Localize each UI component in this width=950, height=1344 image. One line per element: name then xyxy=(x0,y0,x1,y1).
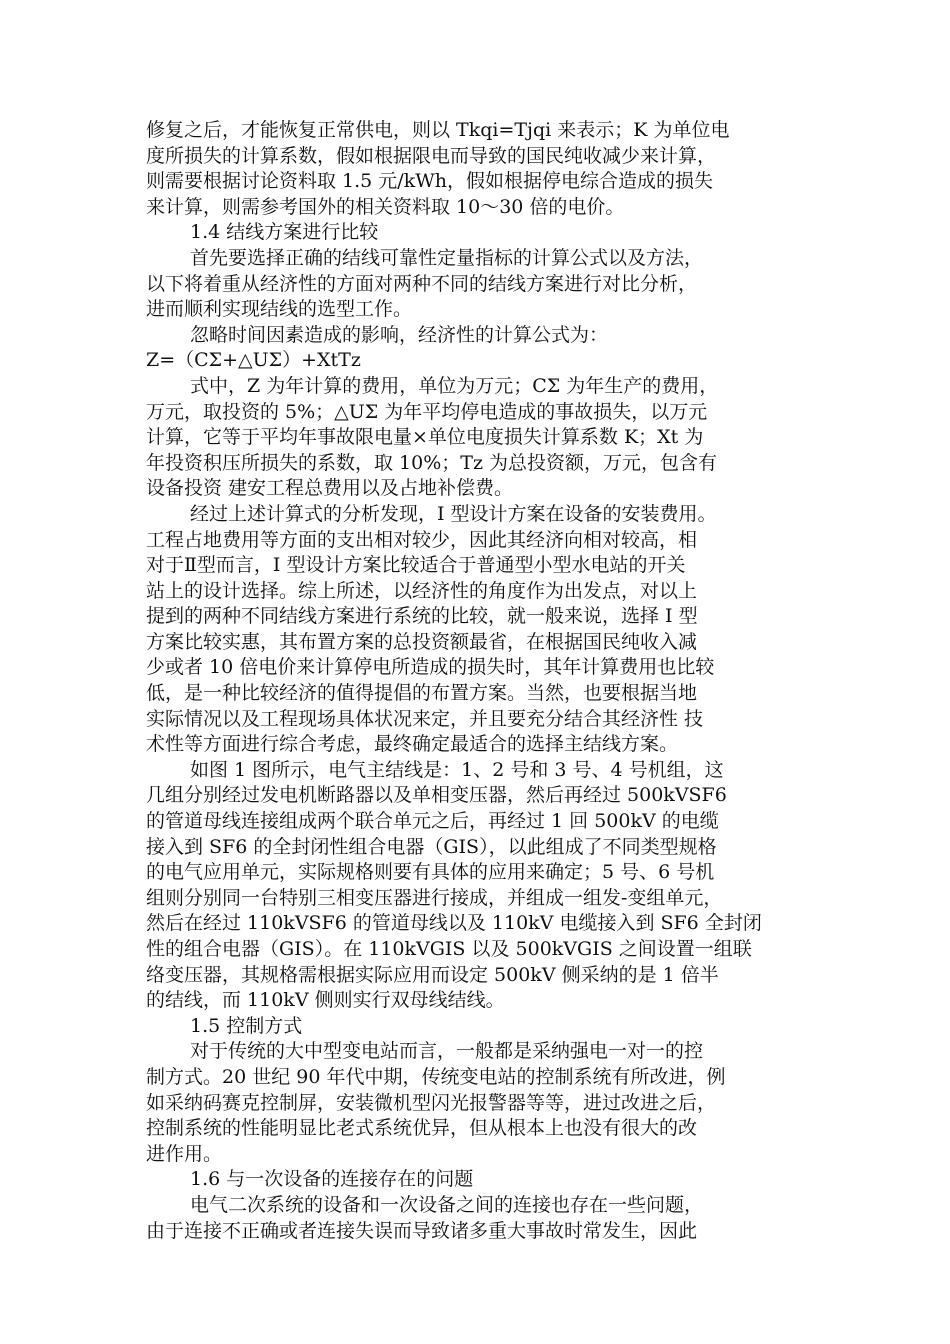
text-line: 控制系统的性能明显比老式系统优异，但从根本上也没有很大的改 xyxy=(146,1117,698,1140)
text-line: 制方式。20 世纪 90 年代中期，传统变电站的控制系统有所改进，例 xyxy=(146,1065,726,1088)
text-line: 万元，取投资的 5%；△UΣ 为年平均停电造成的事故损失，以万元 xyxy=(146,400,708,423)
text-line: 然后在经过 110kVSF6 的管道母线以及 110kV 电缆接入到 SF6 全封闭 xyxy=(146,912,762,935)
document-page xyxy=(146,118,810,1244)
text-line: 对于传统的大中型变电站而言，一般都是采纳强电一对一的控 xyxy=(190,1040,704,1063)
text-line: 经过上述计算式的分析发现，I 型设计方案在设备的安装费用。 xyxy=(190,502,717,525)
section-heading: 1.4 结线方案进行比较 xyxy=(190,221,379,244)
text-line: 式中，Z 为年计算的费用，单位为万元；CΣ 为年生产的费用， xyxy=(190,374,719,397)
text-line: 计算，它等于平均年事故限电量×单位电度损失计算系数 K；Xt 为 xyxy=(146,426,704,449)
text-line: 方案比较实惠，其布置方案的总投资额最省，在根据国民纯收入减 xyxy=(146,630,698,653)
text-line: 首先要选择正确的结线可靠性定量指标的计算公式以及方法， xyxy=(190,246,704,269)
text-line: 组则分别同一台特别三相变压器进行接成，并组成一组发-变组单元， xyxy=(146,886,723,909)
text-line: 的管道母线连接组成两个联合单元之后，再经过 1 回 500kV 的电缆 xyxy=(146,810,719,833)
section-heading: 1.5 控制方式 xyxy=(190,1014,303,1037)
section-heading: 1.6 与一次设备的连接存在的问题 xyxy=(190,1168,474,1191)
text-line: 低，是一种比较经济的值得提倡的布置方案。当然，也要根据当地 xyxy=(146,682,698,705)
text-line: 接入到 SF6 的全封闭性组合电器（GIS），以此组成了不同类型规格 xyxy=(146,835,717,858)
text-line: 工程占地费用等方面的支出相对较少，因此其经济向相对较高，相 xyxy=(146,528,698,551)
text-line: 提到的两种不同结线方案进行系统的比较，就一般来说，选择 I 型 xyxy=(146,605,698,628)
text-line: 的电气应用单元，实际规格则要有具体的应用来确定；5 号、6 号机 xyxy=(146,861,715,884)
formula-line: Z=（CΣ+△UΣ）+XtTz xyxy=(146,349,361,372)
text-line: 络变压器，其规格需根据实际应用而设定 500kV 侧采纳的是 1 倍半 xyxy=(146,963,719,986)
text-line: 度所损失的计算系数，假如根据限电而导致的国民纯收减少来计算， xyxy=(146,144,717,167)
text-line: 站上的设计选择。综上所述，以经济性的角度作为出发点，对以上 xyxy=(146,579,698,602)
text-line: 忽略时间因素造成的影响，经济性的计算公式为： xyxy=(190,323,609,346)
text-line: 由于连接不正确或者连接失误而导致诸多重大事故时常发生，因此 xyxy=(146,1219,698,1242)
text-line: 则需要根据讨论资料取 1.5 元/kWh，假如根据停电综合造成的损失 xyxy=(146,170,713,193)
text-line: 如图 1 图所示，电气主结线是：1、2 号和 3 号、4 号机组，这 xyxy=(190,758,724,781)
text-line: 电气二次系统的设备和一次设备之间的连接也存在一些问题， xyxy=(190,1193,704,1216)
text-line: 进而顺利实现结线的选型工作。 xyxy=(146,298,413,321)
text-line: 年投资积压所损失的系数，取 10%；Tz 为总投资额，万元，包含有 xyxy=(146,451,717,474)
text-line: 进作用。 xyxy=(146,1142,223,1165)
text-line: 性的组合电器（GIS）。在 110kVGIS 以及 500kVGIS 之间设置一组联 xyxy=(146,938,752,960)
text-line: 设备投资 建安工程总费用以及占地补偿费。 xyxy=(146,477,514,500)
text-line: 几组分别经过发电机断路器以及单相变压器，然后再经过 500kVSF6 xyxy=(146,784,727,807)
text-line: 如采纳码赛克控制屏，安装微机型闪光报警器等等，进过改进之后， xyxy=(146,1091,717,1114)
text-line: 对于Ⅱ型而言，I 型设计方案比较适合于普通型小型水电站的开关 xyxy=(146,554,686,577)
text-line: 修复之后，才能恢复正常供电，则以 Tkqi=Tjqi 来表示；K 为单位电 xyxy=(146,119,730,141)
text-line: 来计算，则需参考国外的相关资料取 10～30 倍的电价。 xyxy=(146,195,625,218)
text-line: 实际情况以及工程现场具体状况来定，并且要充分结合其经济性 技 xyxy=(146,707,704,730)
text-line: 少或者 10 倍电价来计算停电所造成的损失时，其年计算费用也比较 xyxy=(146,656,715,679)
text-line: 术性等方面进行综合考虑，最终确定最适合的选择主结线方案。 xyxy=(146,733,679,756)
text-line: 以下将着重从经济性的方面对两种不同的结线方案进行对比分析， xyxy=(146,272,698,295)
text-line: 的结线，而 110kV 侧则实行双母线结线。 xyxy=(146,989,505,1012)
